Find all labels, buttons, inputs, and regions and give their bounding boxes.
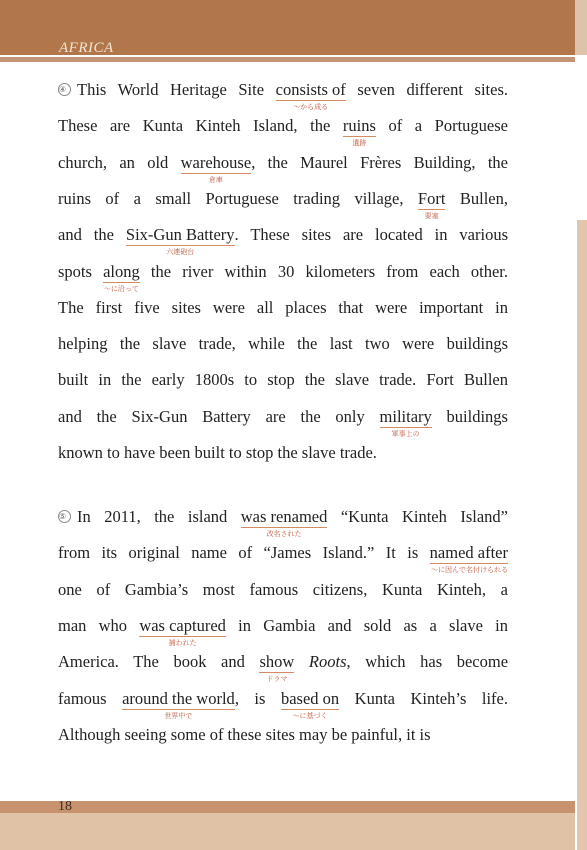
right-margin-stripe: [575, 55, 587, 850]
text-segment: Kunta Kinteh’s life.: [339, 688, 508, 708]
gloss-annotation: 〜に因んで名付けられる: [431, 566, 508, 575]
glossed-phrase: [240, 507, 328, 538]
gloss-annotation: 倉庫: [208, 175, 223, 184]
glossed-word: show: [259, 652, 295, 672]
footer-divider: [0, 801, 575, 813]
glossed-word: was renamed: [240, 507, 328, 526]
text-segment: man who: [58, 615, 140, 635]
text-line: [58, 652, 508, 688]
text-segment: Although seeing some of these sites may be painful, it is: [58, 724, 431, 744]
glossed-word: consists of: [275, 80, 346, 99]
glossed-word: around the world: [122, 688, 235, 708]
text-segment: helping the slave trade, while the last two were buildings: [58, 334, 508, 354]
text-segment: The first five sites were all places that were important in: [58, 297, 508, 317]
text-segment: “Kunta Kinteh Island”: [327, 507, 509, 526]
text-line: [58, 507, 508, 543]
text-segment: built in the early 1800s to stop the slave trade. Fort Bullen: [58, 370, 508, 390]
glossed-phrase: [139, 615, 226, 647]
text-segment: spots: [58, 261, 104, 281]
gloss-annotation: 六連砲台: [166, 248, 195, 257]
text-line: [58, 116, 508, 152]
text-line: [58, 225, 508, 261]
glossed-word: warehouse: [180, 152, 252, 172]
text-segment: from its original name of “James Island.” It is: [58, 543, 430, 563]
text-line: [58, 189, 508, 225]
gloss-annotation: 軍事上の: [391, 429, 420, 438]
page-number: 18: [58, 799, 72, 814]
text-segment: , is: [234, 688, 281, 708]
glossed-phrase: [280, 688, 340, 720]
glossed-phrase: [429, 543, 508, 575]
text-segment: of a Portuguese: [375, 116, 508, 136]
glossed-word: military: [379, 406, 432, 426]
header-divider: [0, 57, 575, 62]
glossed-word: ruins: [342, 116, 376, 136]
text-segment: Roots: [308, 652, 347, 672]
gloss-annotation: 捕われた: [168, 638, 197, 647]
gloss-annotation: ドラマ: [266, 675, 288, 684]
text-line: [58, 616, 508, 652]
text-segment: , which has become: [346, 652, 509, 672]
text-line: [58, 298, 508, 334]
gloss-annotation: 改名された: [266, 530, 302, 538]
glossed-word: Fort: [417, 188, 446, 208]
text-line: [58, 262, 508, 298]
text-segment: church, an old: [58, 152, 181, 172]
text-segment: America. The book and: [58, 652, 260, 672]
glossed-word: along: [103, 261, 140, 281]
text-segment: buildings: [431, 406, 508, 426]
gloss-annotation: 遺跡: [352, 139, 367, 148]
text-segment: . These sites are located in various: [234, 225, 509, 245]
glossed-phrase: [342, 116, 376, 148]
text-segment: ruins of a small Portuguese trading village,: [58, 188, 418, 208]
text-line: [58, 370, 508, 406]
glossed-word: based on: [280, 688, 340, 708]
text-line: [58, 153, 508, 189]
glossed-phrase: [379, 406, 432, 438]
paragraph-number: ⑤: [58, 510, 71, 523]
glossed-word: named after: [429, 543, 508, 563]
text-line: [58, 725, 508, 761]
text-segment: seven different sites.: [345, 80, 508, 99]
glossed-phrase: [417, 188, 446, 220]
text-line: [58, 443, 508, 479]
glossed-phrase: [180, 152, 252, 184]
gloss-annotation: 〜に基づく: [292, 711, 328, 720]
text-line: [58, 580, 508, 616]
gloss-annotation: 要塞: [424, 211, 439, 220]
text-segment: famous: [58, 688, 123, 708]
text-segment: These are Kunta Kinteh Island, the: [58, 116, 343, 136]
text-line: [58, 334, 508, 370]
text-line: [58, 80, 508, 116]
glossed-phrase: [122, 688, 235, 720]
text-segment: in Gambia and sold as a slave in: [225, 615, 509, 635]
header-band-corner: [575, 0, 587, 55]
gloss-annotation: 世界中で: [164, 711, 193, 720]
text-line: [58, 407, 508, 443]
text-segment: and the: [58, 225, 126, 245]
glossed-phrase: [103, 261, 140, 293]
paragraph-number: ④: [58, 83, 71, 96]
text-segment: This World Heritage Site: [77, 80, 276, 99]
glossed-word: Six-Gun Battery: [125, 225, 235, 245]
text-segment: , the Maurel Frères Building, the: [251, 152, 508, 172]
glossed-phrase: [125, 225, 235, 257]
text-line: [58, 543, 508, 579]
text-segment: the river within 30 kilometers from each other.: [139, 261, 508, 281]
gloss-annotation: 〜から成る: [293, 103, 329, 111]
right-margin-bar: [577, 220, 587, 850]
text-segment: Bullen,: [445, 188, 508, 208]
glossed-word: was captured: [139, 615, 226, 635]
text-segment: In 2011, the island: [77, 507, 241, 526]
glossed-phrase: [275, 80, 346, 111]
text-segment: and the Six-Gun Battery are the only: [58, 406, 380, 426]
chapter-title: AFRICA: [59, 40, 114, 56]
text-segment: [294, 652, 309, 671]
glossed-phrase: [259, 652, 295, 684]
text-segment: known to have been built to stop the slave trade.: [58, 443, 377, 462]
text-segment: one of Gambia’s most famous citizens, Kunta Kinteh, a: [58, 579, 508, 599]
gloss-annotation: 〜に沿って: [103, 284, 139, 293]
footer-band: [0, 813, 575, 850]
text-line: [58, 689, 508, 725]
